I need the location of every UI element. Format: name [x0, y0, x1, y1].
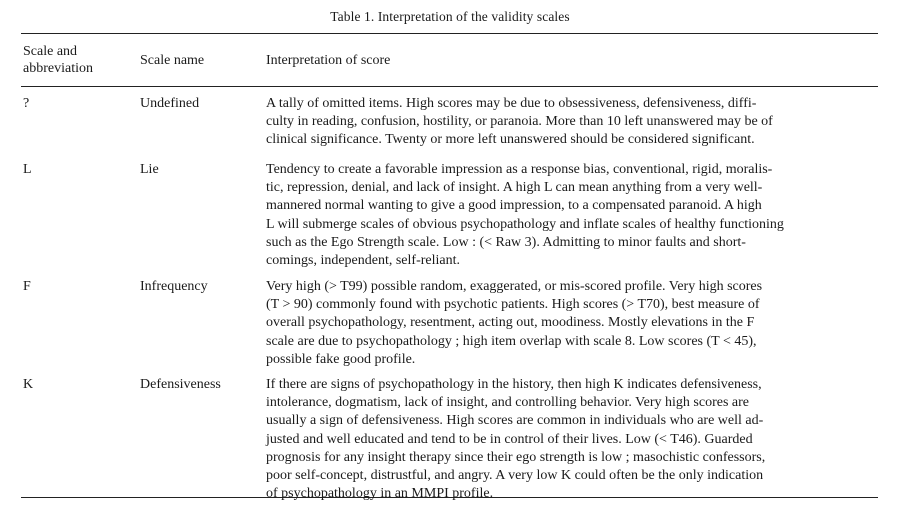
row-abbreviation: F	[23, 279, 31, 294]
row-interpretation: A tally of omitted items. High scores may be due to obsessiveness, defensiveness, diffi- culty in reading, confusion, hostility, or paranoia. More than 10 left unanswered may be of clinical significance. Twenty or more left unanswered should be considered significant.	[266, 96, 773, 148]
table-row	[21, 369, 878, 502]
row-scale-name: Defensiveness	[140, 377, 221, 392]
table-row	[21, 271, 878, 369]
table-row	[21, 154, 878, 271]
row-abbreviation: ?	[23, 96, 30, 111]
header-scale-name: Scale name	[140, 52, 205, 68]
table-row	[21, 87, 878, 154]
row-scale-name: Lie	[140, 162, 159, 177]
row-interpretation: Tendency to create a favorable impression as a response bias, conventional, rigid, moralis- tic, repression, denial, and lack of insight. A high L can mean anything from a very well- mannered normal wanting to give a good impression, to a compensated paranoid. A high L will submerge scales of obvious psychopathology and inflate scales of healthy functioning such as the Ego Strength scale. Low : (< Raw 3). Admitting to minor faults and short- comings, independent, self-reliant.	[266, 162, 784, 269]
table-header-row	[21, 34, 878, 86]
row-scale-name: Infrequency	[140, 279, 208, 294]
row-interpretation: Very high (> T99) possible random, exaggerated, or mis-scored profile. Very high scores (T > 90) commonly found with psychotic patients. High scores (> T70), best measure of overall psychopathology, resentment, acting out, moodiness. Mostly elevations in the F scale are due to psychopathology ; high item overlap with scale 8. Low scores (T < 45), possible fake good profile.	[266, 279, 763, 367]
header-scale-abbreviation: Scale and abbreviation	[23, 44, 93, 76]
table-caption: Table 1. Interpretation of the validity scales	[330, 9, 570, 24]
row-abbreviation: K	[23, 377, 34, 392]
row-interpretation: If there are signs of psychopathology in the history, then high K indicates defensiveness, intolerance, dogmatism, lack of insight, and controlling behavior. Very high scores are usually a sign of defensiveness. High scores are common in individuals who are well ad- justed and well educated and tend to be in control of their lives. Low (< T46). Guarded prognosis for any insight therapy since their ego strength is low ; masochistic confessors, poor self-concept, distrustful, and angry. A very low K could often be the only indication of psychopathology in an MMPI profile.	[266, 377, 766, 502]
validity-scales-table	[21, 33, 878, 502]
row-scale-name: Undefined	[140, 96, 200, 111]
row-abbreviation: L	[23, 162, 32, 177]
header-interpretation: Interpretation of score	[266, 52, 391, 68]
